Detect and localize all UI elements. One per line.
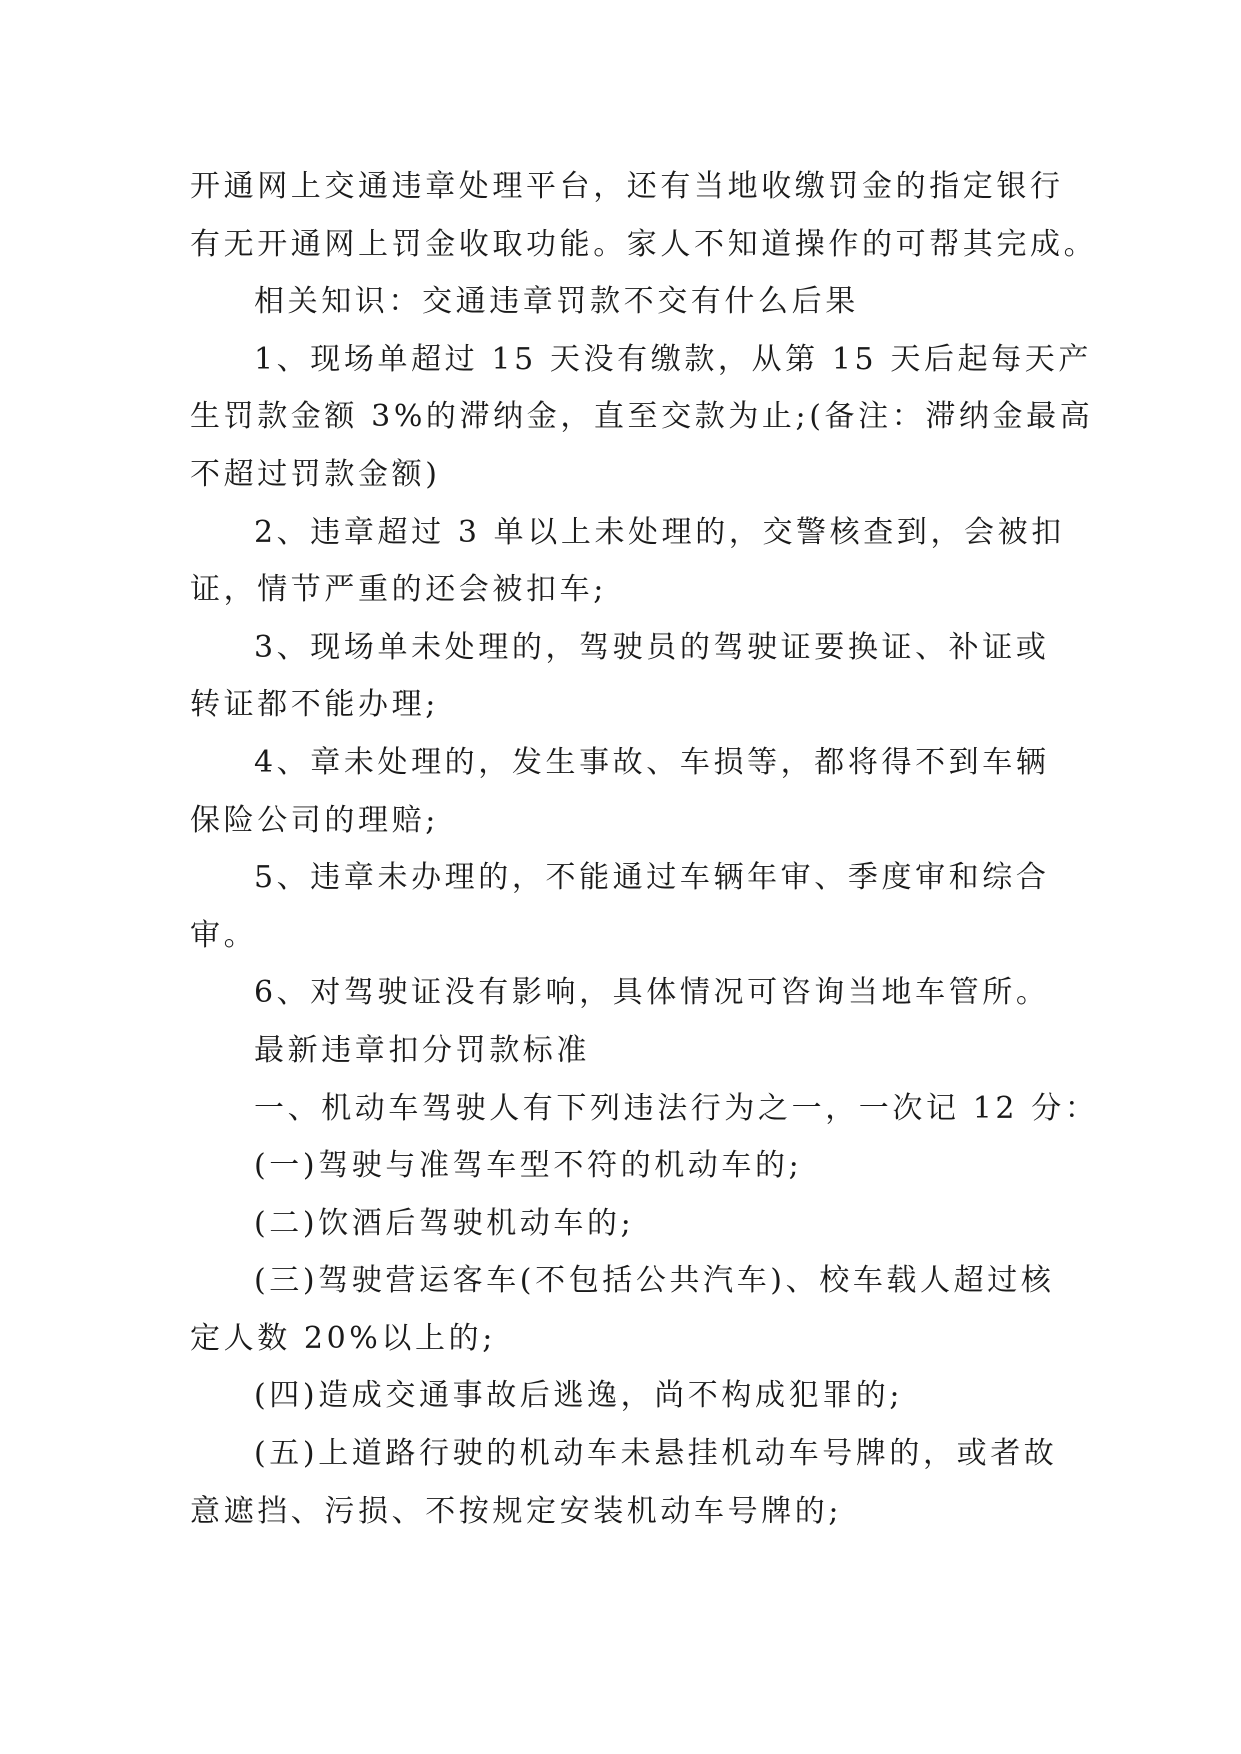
text-line: (四)造成交通事故后逃逸，尚不构成犯罪的; <box>254 1378 904 1414</box>
text-line: 意遮挡、污损、不按规定安装机动车号牌的; <box>190 1493 843 1529</box>
text-line: 3、现场单未处理的，驾驶员的驾驶证要换证、补证或 <box>254 629 1050 665</box>
text-line: 2、违章超过 3 单以上未处理的，交警核查到，会被扣 <box>254 514 1065 550</box>
text-line: 保险公司的理赔; <box>190 802 439 838</box>
text-line: (一)驾驶与准驾车型不符的机动车的; <box>254 1148 803 1184</box>
text-line: 转证都不能办理; <box>190 687 439 723</box>
text-line: 定人数 20%以上的; <box>190 1320 496 1356</box>
text-line: 4、章未处理的，发生事故、车损等，都将得不到车辆 <box>254 744 1050 780</box>
body-text <box>190 158 1099 1540</box>
text-line: 6、对驾驶证没有影响，具体情况可咨询当地车管所。 <box>254 975 1050 1011</box>
text-line: 相关知识：交通违章罚款不交有什么后果 <box>254 284 859 320</box>
text-line: 一、机动车驾驶人有下列违法行为之一，一次记 12 分： <box>254 1090 1099 1126</box>
text-line: 不超过罚款金额) <box>190 456 441 492</box>
text-line: 证，情节严重的还会被扣车; <box>190 572 607 608</box>
text-line: 开通网上交通违章处理平台，还有当地收缴罚金的指定银行 <box>190 169 1064 204</box>
text-line: 1、现场单超过 15 天没有缴款，从第 15 天后起每天产 <box>254 341 1092 377</box>
text-line: (三)驾驶营运客车(不包括公共汽车)、校车载人超过核 <box>254 1263 1055 1299</box>
text-line: 最新违章扣分罚款标准 <box>254 1032 590 1068</box>
text-line: 生罚款金额 3%的滞纳金，直至交款为止;(备注：滞纳金最高 <box>190 399 1094 435</box>
text-line: (五)上道路行驶的机动车未悬挂机动车号牌的，或者故 <box>254 1436 1058 1472</box>
text-line: (二)饮酒后驾驶机动车的; <box>254 1205 635 1241</box>
text-line: 审。 <box>190 917 258 953</box>
text-line: 有无开通网上罚金收取功能。家人不知道操作的可帮其完成。 <box>190 226 1098 262</box>
text-line: 5、违章未办理的，不能通过车辆年审、季度审和综合 <box>254 860 1050 896</box>
